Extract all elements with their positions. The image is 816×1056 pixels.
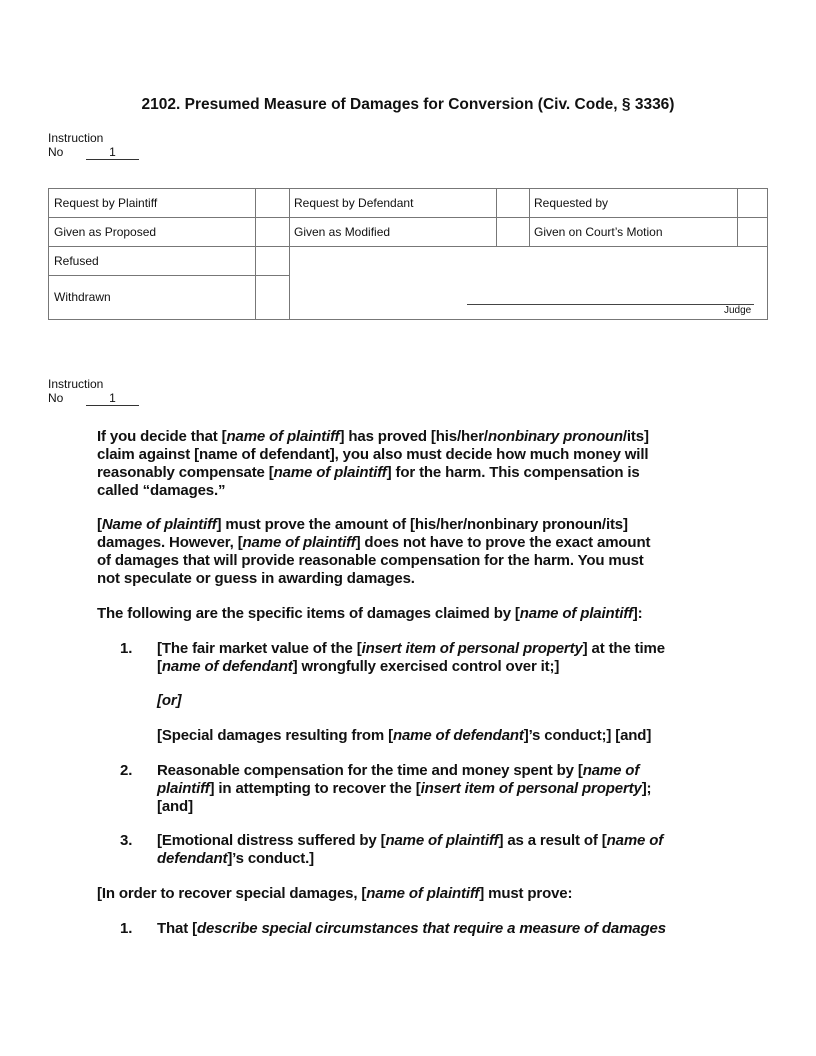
no-label: No (48, 145, 64, 159)
no-label: No (48, 391, 64, 405)
italic-placeholder-text: describe special circumstances that require a measure of damages (196, 920, 666, 937)
text-segment: called “damages.” (97, 482, 226, 499)
instruction-label: Instruction (48, 131, 104, 145)
given-as-proposed-label: Given as Proposed (54, 225, 157, 239)
text-line (157, 850, 314, 868)
italic-placeholder-text: name of plaintiff (226, 428, 340, 445)
text-segment: not speculate or guess in awarding damages. (97, 570, 415, 587)
text-segment: [In order to recover special damages, [ (97, 885, 367, 902)
text-segment: The following are the specific items of damages claimed by [ (97, 605, 520, 622)
instruction-status-table (48, 188, 768, 320)
italic-placeholder-text: Name of plaintiff (101, 516, 217, 533)
text-segment: [The fair market value of the [ (157, 640, 362, 657)
text-segment: ] wrongfully exercised control over it;] (292, 658, 560, 675)
instruction-label: Instruction (48, 377, 104, 391)
text-segment: Reasonable compensation for the time and money spent by [ (157, 762, 583, 779)
italic-placeholder-text: name of plaintiff (273, 464, 387, 481)
text-line (157, 640, 665, 658)
judge-signature-line (467, 304, 754, 305)
text-segment: [Special damages resulting from [ (157, 727, 393, 744)
italic-placeholder-text: name of plaintiff (242, 534, 356, 551)
text-segment: ] at the time (582, 640, 665, 657)
italic-placeholder-text: name of plaintiff (385, 832, 499, 849)
text-segment: ]: (632, 605, 643, 622)
request-by-defendant-label: Request by Defendant (294, 196, 414, 210)
text-line (157, 658, 559, 676)
italic-placeholder-text: defendant (157, 850, 228, 867)
refused-label: Refused (54, 254, 99, 268)
text-segment: [Emotional distress suffered by [ (157, 832, 386, 849)
italic-placeholder-text: name of defendant (392, 727, 524, 744)
text-segment: ] does not have to prove the exact amount (355, 534, 651, 551)
italic-placeholder-text: name of plaintiff (519, 605, 633, 622)
text-line (97, 516, 628, 534)
instruction-number: 1 (86, 146, 139, 160)
italic-placeholder-text: insert item of personal property (420, 780, 642, 797)
request-by-plaintiff-label: Request by Plaintiff (54, 196, 158, 210)
list-number: 3. (120, 832, 133, 849)
text-line (157, 920, 666, 938)
text-line (97, 885, 572, 903)
list-number: 2. (120, 762, 133, 779)
requested-by-label: Requested by (534, 196, 609, 210)
judge-label: Judge (724, 305, 752, 316)
text-segment: If you decide that [ (97, 428, 227, 445)
text-segment: [ (97, 516, 102, 533)
text-segment: [and] (157, 798, 193, 815)
withdrawn-label: Withdrawn (54, 290, 111, 304)
instruction-number: 1 (86, 392, 139, 406)
text-line (97, 570, 415, 588)
text-line (97, 605, 643, 623)
list-number: 1. (120, 640, 133, 657)
text-segment: ] for the harm. This compensation is (386, 464, 640, 481)
italic-placeholder-text: name of plaintiff (366, 885, 480, 902)
text-segment: That [ (157, 920, 197, 937)
text-line (157, 727, 651, 745)
text-line (157, 692, 181, 710)
text-segment: ] has proved [his/her/ (339, 428, 488, 445)
italic-placeholder-text: name of (582, 762, 640, 779)
text-line (97, 482, 225, 500)
given-as-modified-label: Given as Modified (294, 225, 391, 239)
page-title: 2102. Presumed Measure of Damages for Conversion (Civ. Code, § 3336) (141, 96, 675, 113)
text-line (157, 832, 663, 850)
text-segment: of damages that will provide reasonable compensation for the harm. You must (97, 552, 644, 569)
text-segment: claim against [name of defendant], you also must decide how much money will (97, 446, 649, 463)
text-segment: /its] (622, 428, 649, 445)
text-line (97, 464, 640, 482)
text-segment: ] must prove: (479, 885, 573, 902)
instruction-number-top (48, 131, 139, 160)
italic-placeholder-text: name of defendant (161, 658, 293, 675)
text-segment: ] as a result of [ (498, 832, 607, 849)
italic-placeholder-text: insert item of personal property (361, 640, 583, 657)
text-segment: reasonably compensate [ (97, 464, 274, 481)
italic-placeholder-text: name of (606, 832, 664, 849)
text-line (97, 552, 644, 570)
italic-placeholder-text: plaintiff (157, 780, 210, 797)
text-segment: ] must prove the amount of [his/her/nonbinary pronoun/its] (216, 516, 628, 533)
text-segment: damages. However, [ (97, 534, 243, 551)
text-segment: [ (157, 658, 162, 675)
text-line (157, 762, 639, 780)
text-line (157, 780, 651, 798)
text-line (97, 534, 650, 552)
text-segment: ]’s conduct;] [and] (523, 727, 652, 744)
text-segment: ] in attempting to recover the [ (209, 780, 421, 797)
text-segment: ]; (641, 780, 652, 797)
text-segment: ]’s conduct.] (227, 850, 314, 867)
italic-placeholder-text: [or] (157, 692, 182, 709)
list-number: 1. (120, 920, 133, 937)
instruction-number-bottom (48, 377, 139, 406)
text-line (157, 798, 193, 816)
given-on-courts-motion-label: Given on Court’s Motion (534, 225, 663, 239)
italic-placeholder-text: nonbinary pronoun (487, 428, 623, 445)
text-line (97, 428, 649, 446)
text-line (97, 446, 648, 464)
